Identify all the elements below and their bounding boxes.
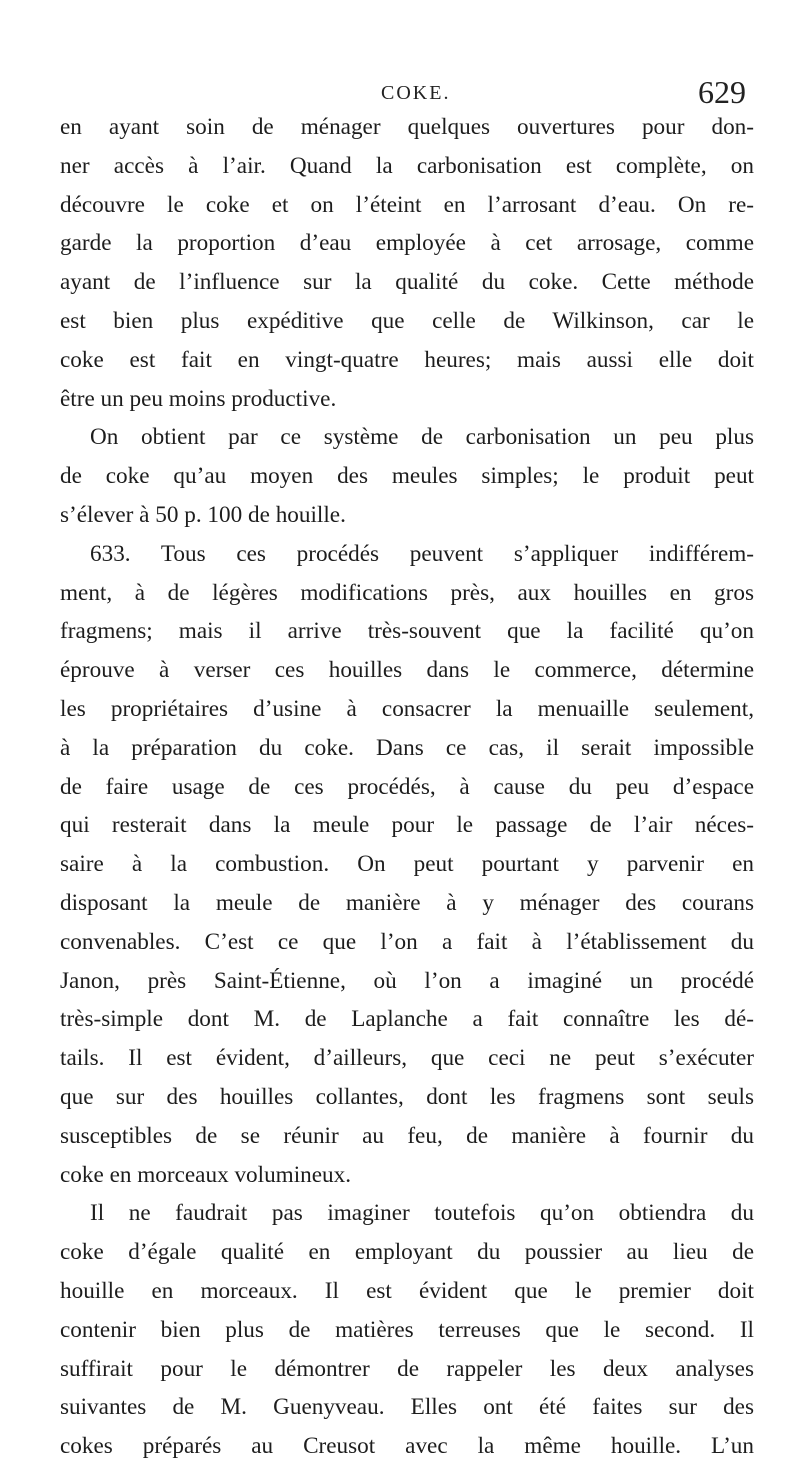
text-line: coke en morceaux volumineux. (60, 1161, 352, 1188)
text-line: fragmens; mais il arrive très-souvent que la facilité qu’on (60, 618, 754, 645)
text-line: ner accès à l’air. Quand la carbonisation est complète, on (60, 152, 754, 179)
page-number: 629 (698, 74, 746, 110)
text-line: très-simple dont M. de Laplanche a fait connaître les dé- (60, 1006, 754, 1033)
text-line: de faire usage de ces procédés, à cause du peu d’espace (60, 773, 754, 800)
text-line: suivantes de M. Guenyveau. Elles ont été faites sur des (60, 1394, 754, 1421)
text-line: coke est fait en vingt-quatre heures; mais aussi elle doit (60, 346, 754, 373)
text-line: tails. Il est évident, d’ailleurs, que ceci ne peut s’exécuter (60, 1045, 754, 1072)
text-line: les propriétaires d’usine à consacrer la menuaille seulement, (60, 695, 754, 722)
text-line: houille en morceaux. Il est évident que le premier doit (60, 1277, 754, 1304)
text-line: ment, à de légères modifications près, aux houilles en gros (60, 579, 754, 606)
text-line: saire à la combustion. On peut pourtant y parvenir en (60, 851, 754, 878)
text-line: en ayant soin de ménager quelques ouvertures pour don- (60, 114, 754, 140)
text-line: Janon, près Saint-Étienne, où l’on a imaginé un procédé (60, 967, 754, 994)
text-line: coke d’égale qualité en employant du poussier au lieu de (60, 1239, 754, 1266)
text-line: garde la proportion d’eau employée à cet arrosage, comme (60, 230, 754, 257)
text-line: susceptibles de se réunir au feu, de manière à fournir du (60, 1122, 754, 1149)
text-line: convenables. C’est ce que l’on a fait à l’établissement du (60, 928, 754, 955)
text-line: ayant de l’influence sur la qualité du coke. Cette méthode (60, 269, 754, 296)
text-line: 633. Tous ces procédés peuvent s’appliquer indifférem- (90, 540, 754, 567)
text-line: disposant la meule de manière à y ménager des courans (60, 889, 754, 916)
text-line: découvre le coke et on l’éteint en l’arrosant d’eau. On re- (60, 191, 754, 218)
text-line: contenir bien plus de matières terreuses que le second. Il (60, 1316, 754, 1343)
body-text (60, 108, 754, 1466)
text-line: s’élever à 50 p. 100 de houille. (60, 501, 346, 528)
text-line: est bien plus expéditive que celle de Wilkinson, car le (60, 307, 754, 334)
text-line: suffirait pour le démontrer de rappeler les deux analyses (60, 1355, 754, 1382)
text-line: éprouve à verser ces houilles dans le commerce, détermine (60, 657, 754, 684)
text-line: être un peu moins productive. (60, 385, 337, 412)
running-title: COKE. (381, 82, 451, 104)
text-line: à la préparation du coke. Dans ce cas, il serait impossible (60, 734, 754, 761)
text-line: que sur des houilles collantes, dont les fragmens sont seuls (60, 1083, 754, 1110)
text-line: de coke qu’au moyen des meules simples; le produit peut (60, 463, 754, 490)
text-line: On obtient par ce système de carbonisation un peu plus (90, 424, 754, 451)
text-line: qui resterait dans la meule pour le passage de l’air néces- (60, 812, 754, 839)
text-line: Il ne faudrait pas imaginer toutefois qu’on obtiendra du (90, 1200, 754, 1227)
text-line: cokes préparés au Creusot avec la même houille. L’un (60, 1433, 754, 1460)
